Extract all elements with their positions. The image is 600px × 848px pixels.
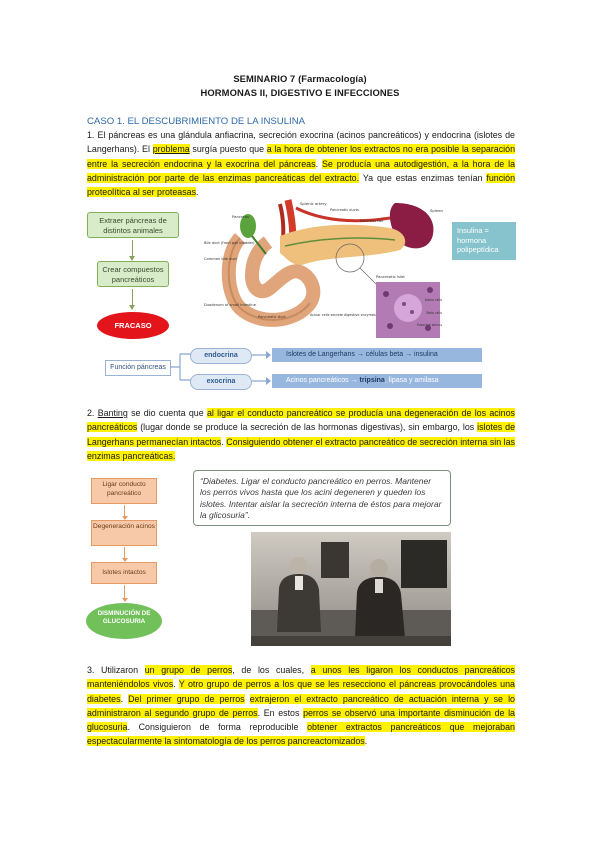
body-text: .: [221, 436, 227, 447]
label-alpha-cells: Alpha cells: [424, 298, 442, 302]
highlighted-text: a la hora de obtener los extractos no era posible la separación entre la secreción endocrina y la exocrina del páncreas: [87, 144, 516, 169]
body-text: 1. El páncreas es una glándula anfiacrina, secreción exocrina (acinos pancreáticos) y endocrina (islotes de Langerhans). El: [87, 130, 515, 155]
body-text: 3. Utilizaron: [87, 665, 145, 675]
exocrine-pill: exocrina: [190, 374, 252, 390]
exocrine-bar-rest: , lipasa y amilasa: [384, 377, 439, 384]
exocrine-bar-text: Acinos pancreáticos →: [286, 377, 360, 384]
body-text: se dio cuenta que: [127, 408, 207, 418]
endocrine-bar-text: Islotes de Langerhans: [286, 351, 357, 358]
label-spleen: Spleen: [430, 208, 443, 213]
flow2-box-degeneration: Degeneración acinos: [91, 520, 157, 546]
label-pancreatic-duct: Pancreatic duct: [258, 315, 286, 319]
flow-box-compounds: Crear compuestos pancreáticos: [97, 261, 169, 287]
label-pancreas: Pancreas: [232, 214, 250, 219]
page-title: SEMINARIO 7 (Farmacología): [233, 73, 367, 84]
flow-arrow: [132, 289, 133, 309]
flow2-arrow: [124, 585, 125, 601]
highlighted-text: función proteolítica al ser proteasas: [87, 172, 516, 198]
insulin-box: Insulina = hormona polipeptídica: [452, 222, 516, 260]
body-text: Ya que estas enzimas tenían: [359, 172, 487, 183]
body-text: .: [364, 736, 368, 747]
body-text: surgía puesto que: [189, 144, 267, 155]
highlighted-text: obtener extractos pancreáticos que mejoraban espectacularmente la sintomatología de los perros pancreactomizados: [87, 722, 515, 747]
label-common-bile-duct: Common bile duct: [204, 257, 237, 261]
flow2-result-badge: DISMINUCIÓN DE GLUCOSURIA: [86, 603, 162, 639]
flow2-arrow: [124, 505, 125, 519]
case-heading: CASO 1. EL DESCUBRIMIENTO DE LA INSULINA: [87, 116, 306, 127]
highlighted-text: perros se observó una importante disminución de la glucosuria: [87, 707, 515, 733]
pancreas-function-label: Función páncreas: [105, 360, 171, 376]
exocrine-bar: [272, 374, 482, 388]
body-text: . Consiguieron de forma reproducible: [127, 722, 308, 733]
fail-badge: FRACASO: [97, 312, 169, 339]
highlighted-text: Se producía una autodigestión, a la hora de la administración por parte de las enzimas pancreáticas del extracto.: [87, 158, 516, 183]
body-text: , de los cuales,: [232, 665, 311, 675]
label-exocrine-acinus: Exocrine acinus: [417, 323, 442, 327]
body-text: .: [315, 158, 322, 169]
body-text: .: [196, 187, 199, 198]
body-text: [245, 694, 250, 704]
body-text: (lugar donde se produce la secreción de las hormonas digestivas), sin embargo, los: [137, 422, 478, 433]
flow2-box-ligate: Ligar conducto pancreático: [91, 478, 157, 504]
function-arrows: [250, 348, 274, 388]
highlighted-text: islotes de Langerhans permanecían intactos: [87, 422, 515, 447]
highlighted-text: Del primer grupo de perros: [128, 693, 245, 704]
body-text: 2.: [87, 408, 98, 418]
paragraph-2: [87, 406, 515, 463]
body-text: .: [120, 693, 129, 704]
label-beta-cells: Beta cells: [426, 311, 442, 315]
label-splenic-artery: Splenic artery: [300, 201, 327, 206]
highlighted-text: problema: [152, 144, 190, 155]
banting-quote: “Diabetes. Ligar el conducto pancreático en perros. Mantener los perros vivos hasta que los acini degeneren y queden los islotes. Intentar aislar la secreción interna de éstos para mejorar la glicosuria”.: [193, 470, 451, 526]
highlighted-text: Y otro grupo de perros a los que se les resecciono el páncreas provocándoles una diabetes: [87, 679, 515, 704]
body-text: Banting: [97, 408, 128, 418]
banting-best-photo: [251, 532, 451, 646]
label-acinar-cells: Acinar cells secrete digestive enzymes: [310, 313, 376, 317]
flow2-arrow: [124, 547, 125, 561]
label-bile-duct: Bile duct (from gall bladder): [204, 241, 255, 245]
highlighted-text: extrajeron el extracto pancreático de actuación interna y se lo administraron al segundo grupo de perros: [87, 693, 515, 718]
label-pancreatic-islet: Pancreatic islet: [376, 274, 405, 279]
label-duodenum: Duodenum of small intestine: [204, 303, 256, 307]
body-text: . En estos: [257, 707, 304, 718]
pancreas-anatomy-illustration: [200, 198, 444, 340]
exocrine-bar-trypsin: tripsina: [359, 377, 385, 384]
flow2-box-islets: Islotes intactos: [91, 562, 157, 584]
body-text: .: [173, 679, 179, 690]
page-subtitle: HORMONAS II, DIGESTIVO E INFECCIONES: [200, 87, 400, 98]
paragraph-3: [87, 663, 515, 749]
flow-arrow: [132, 240, 133, 260]
highlighted-text: un grupo de perros: [144, 665, 233, 675]
label-pancreas-tail: Pancreas tail: [360, 219, 383, 223]
highlighted-text: a unos les ligaron los conductos pancreáticos manteniéndolos vivos: [87, 665, 515, 690]
flow-box-extract: Extraer páncreas de distintos animales: [87, 212, 179, 238]
endocrine-bar-result: → células beta → insulina: [356, 351, 438, 358]
label-pancreatic-ducts: Pancreatic ducts: [330, 208, 359, 212]
endocrine-pill: endocrina: [190, 348, 252, 364]
highlighted-text: al ligar el conducto pancreático se producía una degeneración de los acinos pancreáticos: [87, 408, 515, 433]
paragraph-1: [87, 128, 515, 199]
highlighted-text: Consiguiendo obtener el extracto pancreático de secreción interna sin las enzimas pancreáticas.: [87, 436, 515, 461]
endocrine-bar: [272, 348, 482, 362]
